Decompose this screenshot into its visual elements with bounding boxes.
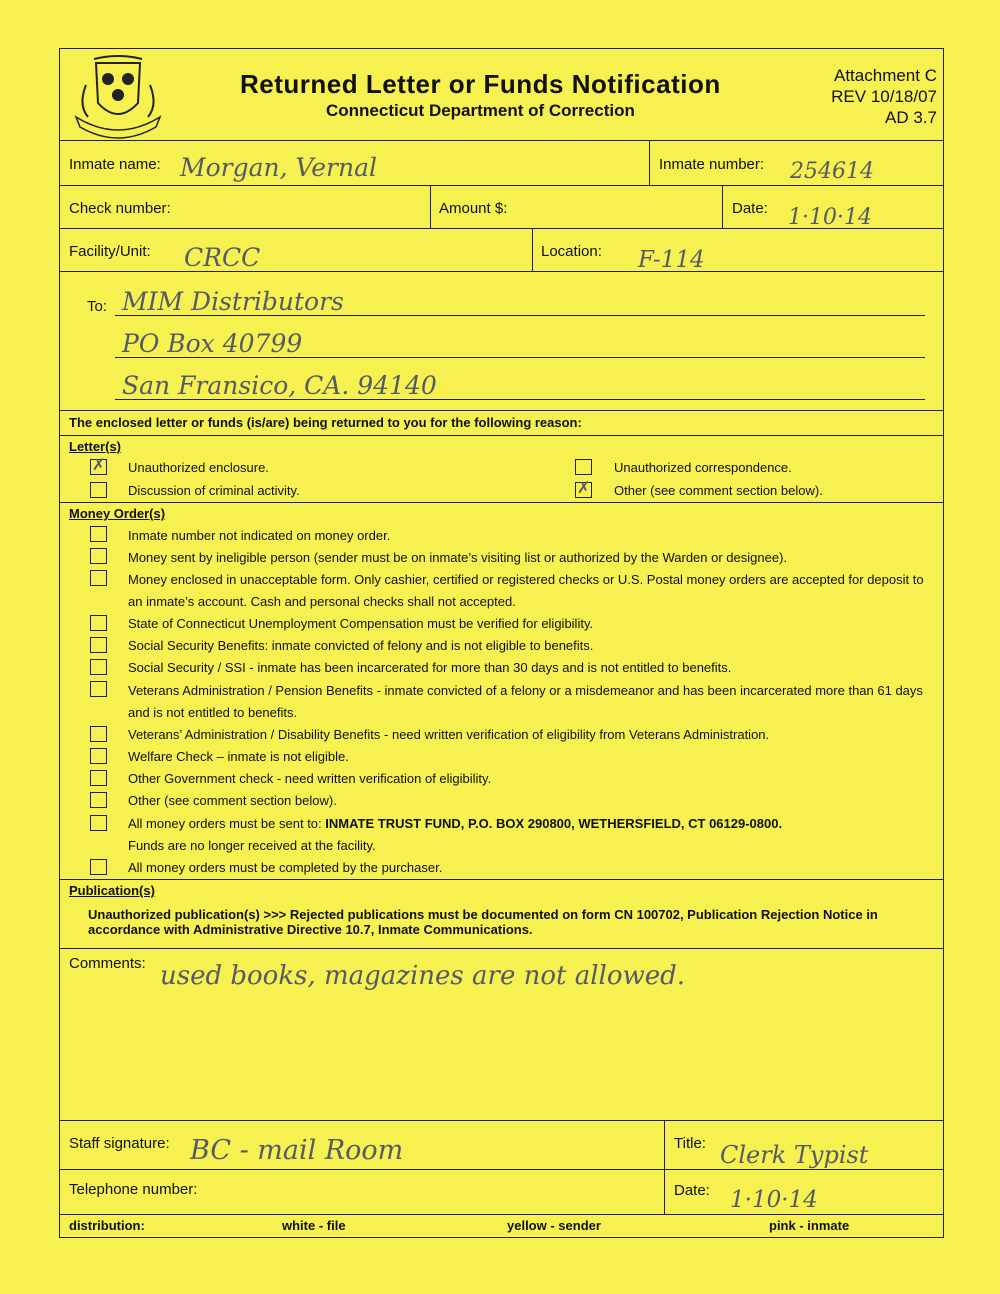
telephone-label: Telephone number: <box>69 1181 198 1198</box>
distribution-pink: pink - inmate <box>769 1218 850 1233</box>
address-line-3[interactable]: San Fransico, CA. 94140 <box>122 371 437 400</box>
facility-label: Facility/Unit: <box>69 243 151 260</box>
location-field[interactable]: F-114 <box>638 247 705 273</box>
checkbox-unauthorized-enclosure[interactable] <box>90 459 107 475</box>
money-option-9: Other Government check - need written verification of eligibility. <box>128 771 492 786</box>
checkbox-money-2[interactable] <box>90 570 107 586</box>
returned-letter-form <box>59 48 944 1238</box>
option-unauthorized-enclosure: Unauthorized enclosure. <box>128 460 269 475</box>
staff-signature-field[interactable]: BC - mail Room <box>190 1135 404 1166</box>
publications-text-1: Unauthorized publication(s) >>> Rejected publications must be documented on form CN 100702, Publication Rejection Notice in <box>88 907 878 922</box>
checkbox-money-10[interactable] <box>90 792 107 808</box>
check-number-label: Check number: <box>69 200 171 217</box>
checkbox-unauthorized-correspondence[interactable] <box>575 459 592 475</box>
option-letter-other: Other (see comment section below). <box>614 483 823 498</box>
comments-label: Comments: <box>69 955 146 972</box>
money-option-3: State of Connecticut Unemployment Compensation must be verified for eligibility. <box>128 616 594 631</box>
money-option-10: Other (see comment section below). <box>128 793 337 808</box>
attachment-label: Attachment C <box>834 66 937 85</box>
distribution-white: white - file <box>282 1218 346 1233</box>
location-label: Location: <box>541 243 602 260</box>
trust-fund-note: Funds are no longer received at the facility. <box>128 838 376 853</box>
distribution-yellow: yellow - sender <box>507 1218 601 1233</box>
facility-field[interactable]: CRCC <box>184 243 261 272</box>
inmate-name-label: Inmate name: <box>69 156 161 173</box>
checkbox-money-9[interactable] <box>90 770 107 786</box>
attachment-block <box>831 65 937 128</box>
checkbox-money-8[interactable] <box>90 748 107 764</box>
form-title: Returned Letter or Funds Notification <box>240 69 721 99</box>
address-line-1[interactable]: MIM Distributors <box>122 287 344 316</box>
option-criminal-activity: Discussion of criminal activity. <box>128 483 300 498</box>
revision-label: REV 10/18/07 <box>831 87 937 106</box>
form-subtitle: Connecticut Department of Correction <box>326 101 635 120</box>
connecticut-seal-logo <box>68 55 168 139</box>
money-option-7: Veterans’ Administration / Disability Benefits - need written verification of eligibility from Veterans Administration. <box>128 727 770 742</box>
staff-date-field[interactable]: 1·10·14 <box>730 1187 818 1213</box>
checkbox-criminal-activity[interactable] <box>90 482 107 498</box>
amount-label: Amount $: <box>439 200 508 217</box>
money-orders-heading: Money Order(s) <box>69 506 166 521</box>
money-option-0: Inmate number not indicated on money order. <box>128 528 391 543</box>
staff-signature-label: Staff signature: <box>69 1135 170 1152</box>
checkbox-purchaser[interactable] <box>90 859 107 875</box>
money-option-5: Social Security / SSI - inmate has been incarcerated for more than 30 days and is not entitled to benefits. <box>128 660 732 675</box>
publications-heading: Publication(s) <box>69 883 155 898</box>
reason-intro: The enclosed letter or funds (is/are) being returned to you for the following reason: <box>69 415 582 430</box>
date-field[interactable]: 1·10·14 <box>788 205 872 230</box>
title-field[interactable]: Clerk Typist <box>720 1141 869 1169</box>
date-label: Date: <box>732 200 768 217</box>
checkbox-money-1[interactable] <box>90 548 107 564</box>
checkbox-money-0[interactable] <box>90 526 107 542</box>
money-option-2: Money enclosed in unacceptable form. Only cashier, certified or registered checks or U.S. Postal money orders are accepted for deposit to <box>128 572 924 587</box>
checkbox-money-5[interactable] <box>90 659 107 675</box>
to-label: To: <box>87 298 108 315</box>
inmate-number-label: Inmate number: <box>659 156 765 173</box>
trust-fund-address: INMATE TRUST FUND, P.O. BOX 290800, WETHERSFIELD, CT 06129-0800. <box>325 816 783 831</box>
checkbox-money-7[interactable] <box>90 726 107 742</box>
checkbox-letter-other[interactable] <box>575 482 592 498</box>
checkbox-money-6[interactable] <box>90 681 107 697</box>
option-unauthorized-correspondence: Unauthorized correspondence. <box>614 460 792 475</box>
checkbox-money-3[interactable] <box>90 615 107 631</box>
money-option-6-line2: and is not entitled to benefits. <box>128 705 298 720</box>
letters-heading: Letter(s) <box>69 439 122 454</box>
money-option-2-line2: an inmate’s account. Cash and personal checks shall not accepted. <box>128 594 516 609</box>
purchaser-option: All money orders must be completed by the purchaser. <box>128 860 443 875</box>
trust-fund-prefix: All money orders must be sent to: <box>128 816 322 831</box>
inmate-number-field[interactable]: 254614 <box>790 159 874 184</box>
staff-date-label: Date: <box>674 1182 710 1199</box>
inmate-name-field[interactable]: Morgan, Vernal <box>180 153 378 182</box>
money-option-8: Welfare Check – inmate is not eligible. <box>128 749 349 764</box>
distribution-label: distribution: <box>69 1218 145 1233</box>
checkbox-trust-fund[interactable] <box>90 815 107 831</box>
directive-label: AD 3.7 <box>885 108 937 127</box>
address-line-2[interactable]: PO Box 40799 <box>122 329 303 358</box>
checkbox-money-4[interactable] <box>90 637 107 653</box>
title-label: Title: <box>674 1135 706 1152</box>
money-option-6: Veterans Administration / Pension Benefits - inmate convicted of a felony or a misdemeanor and has been incarcerated more than 61 days <box>128 683 923 698</box>
publications-text-2: accordance with Administrative Directive 10.7, Inmate Communications. <box>88 922 533 937</box>
comments-field[interactable]: used books, magazines are not allowed. <box>160 961 686 991</box>
money-option-4: Social Security Benefits: inmate convicted of felony and is not eligible to benefits. <box>128 638 594 653</box>
trust-fund-option <box>128 816 782 831</box>
money-option-1: Money sent by ineligible person (sender must be on inmate’s visiting list or authorized by the Warden or designee). <box>128 550 788 565</box>
